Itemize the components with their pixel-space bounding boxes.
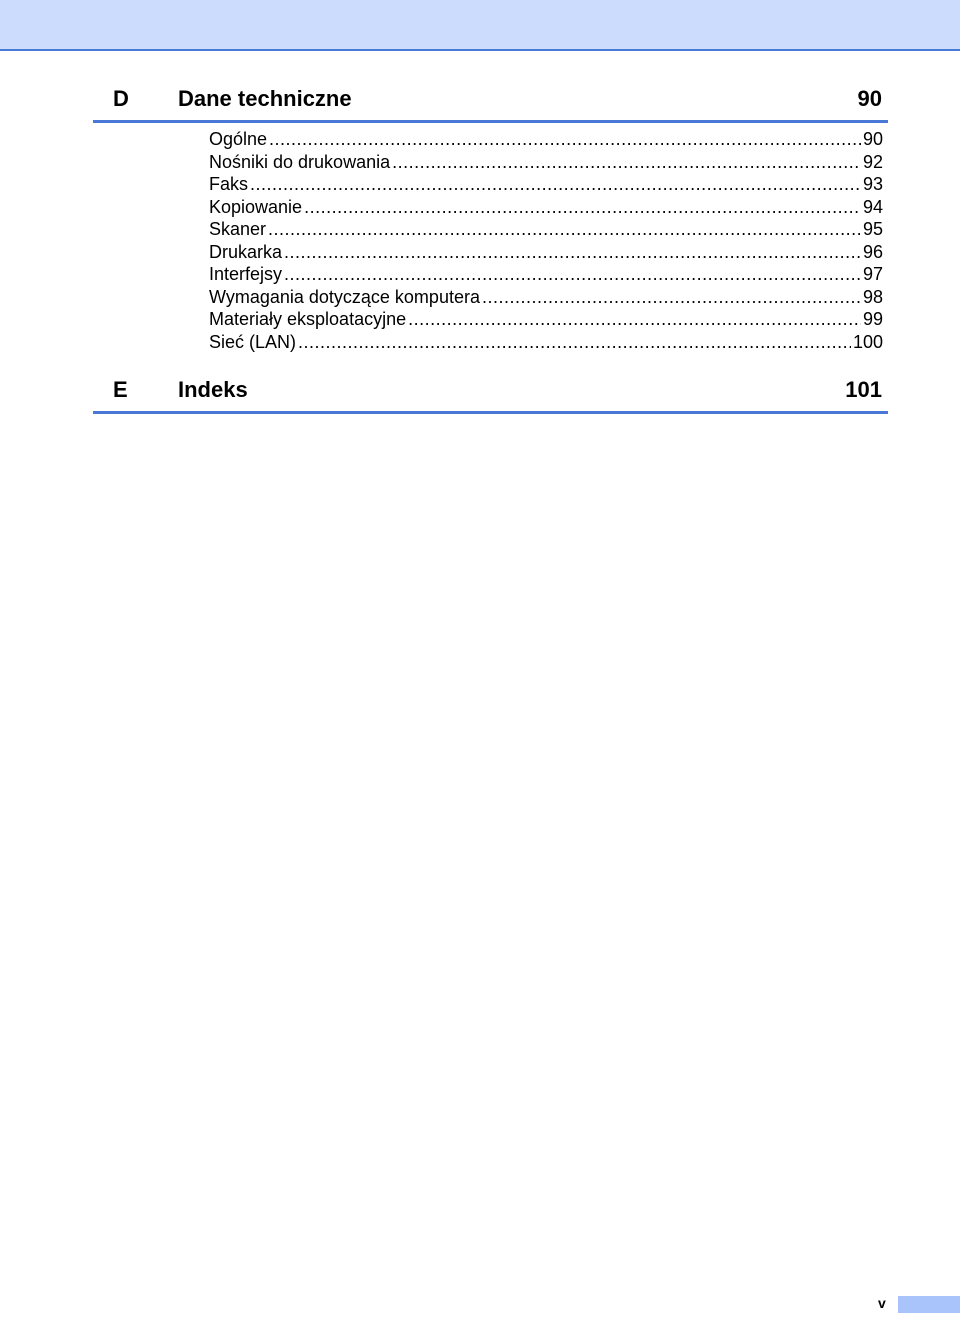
toc-entry-page: 97 [862, 264, 883, 284]
footer-page-number: v [878, 1295, 886, 1311]
toc-entry-title: Drukarka [209, 241, 283, 262]
dot-leader [284, 263, 861, 286]
toc-entry-title: Ogólne [209, 129, 268, 149]
toc-entry-title: Materiały eksploatacyjne [209, 309, 407, 329]
toc-entry-page: 94 [862, 196, 883, 217]
toc-entry-title: Interfejsy [209, 264, 283, 284]
dot-leader [298, 331, 851, 354]
dot-leader [284, 241, 861, 264]
toc-entry[interactable] [209, 241, 883, 264]
toc-entry[interactable] [209, 263, 883, 286]
section-title[interactable]: Indeks [178, 377, 248, 402]
toc-entry-page: 96 [862, 241, 883, 262]
dot-leader [304, 196, 861, 219]
dot-leader [392, 151, 861, 174]
toc-entry-page: 95 [862, 219, 883, 239]
toc-entry-title: Wymagania dotyczące komputera [209, 286, 480, 307]
dot-leader [250, 173, 861, 196]
toc-entry-page: 90 [862, 129, 883, 149]
toc-entry[interactable] [209, 308, 883, 331]
section-letter: D [113, 86, 129, 111]
section-letter: E [113, 377, 128, 402]
toc-entry-page: 99 [862, 309, 883, 329]
toc-entry-title: Faks [209, 174, 249, 194]
toc-entry-title: Kopiowanie [209, 196, 303, 217]
toc-entry-page: 92 [862, 151, 883, 172]
section-page-number[interactable]: 90 [857, 86, 882, 111]
toc-entry-page: 98 [862, 286, 883, 307]
dot-leader [482, 286, 861, 309]
toc-section-e [93, 371, 888, 414]
toc-entry-title: Skaner [209, 219, 267, 239]
toc-entry[interactable] [209, 331, 883, 354]
footer-tab [898, 1296, 960, 1313]
toc-entry[interactable] [209, 218, 883, 241]
section-title[interactable]: Dane techniczne [178, 86, 352, 111]
toc-entry-page: 100 [852, 331, 883, 352]
toc-entry[interactable] [209, 173, 883, 196]
toc-section-d [93, 80, 888, 123]
toc-entry[interactable] [209, 196, 883, 219]
dot-leader [408, 308, 861, 331]
dot-leader [269, 128, 861, 151]
toc-entry[interactable] [209, 128, 883, 151]
section-page-number[interactable]: 101 [845, 377, 882, 402]
toc-entry[interactable] [209, 286, 883, 309]
dot-leader [268, 218, 861, 241]
toc-entry-title: Nośniki do drukowania [209, 151, 391, 172]
header-band [0, 0, 960, 51]
toc-entry[interactable] [209, 151, 883, 174]
toc-entry-page: 93 [862, 174, 883, 194]
toc-entries-d [209, 128, 883, 353]
toc-entry-title: Sieć (LAN) [209, 331, 297, 352]
